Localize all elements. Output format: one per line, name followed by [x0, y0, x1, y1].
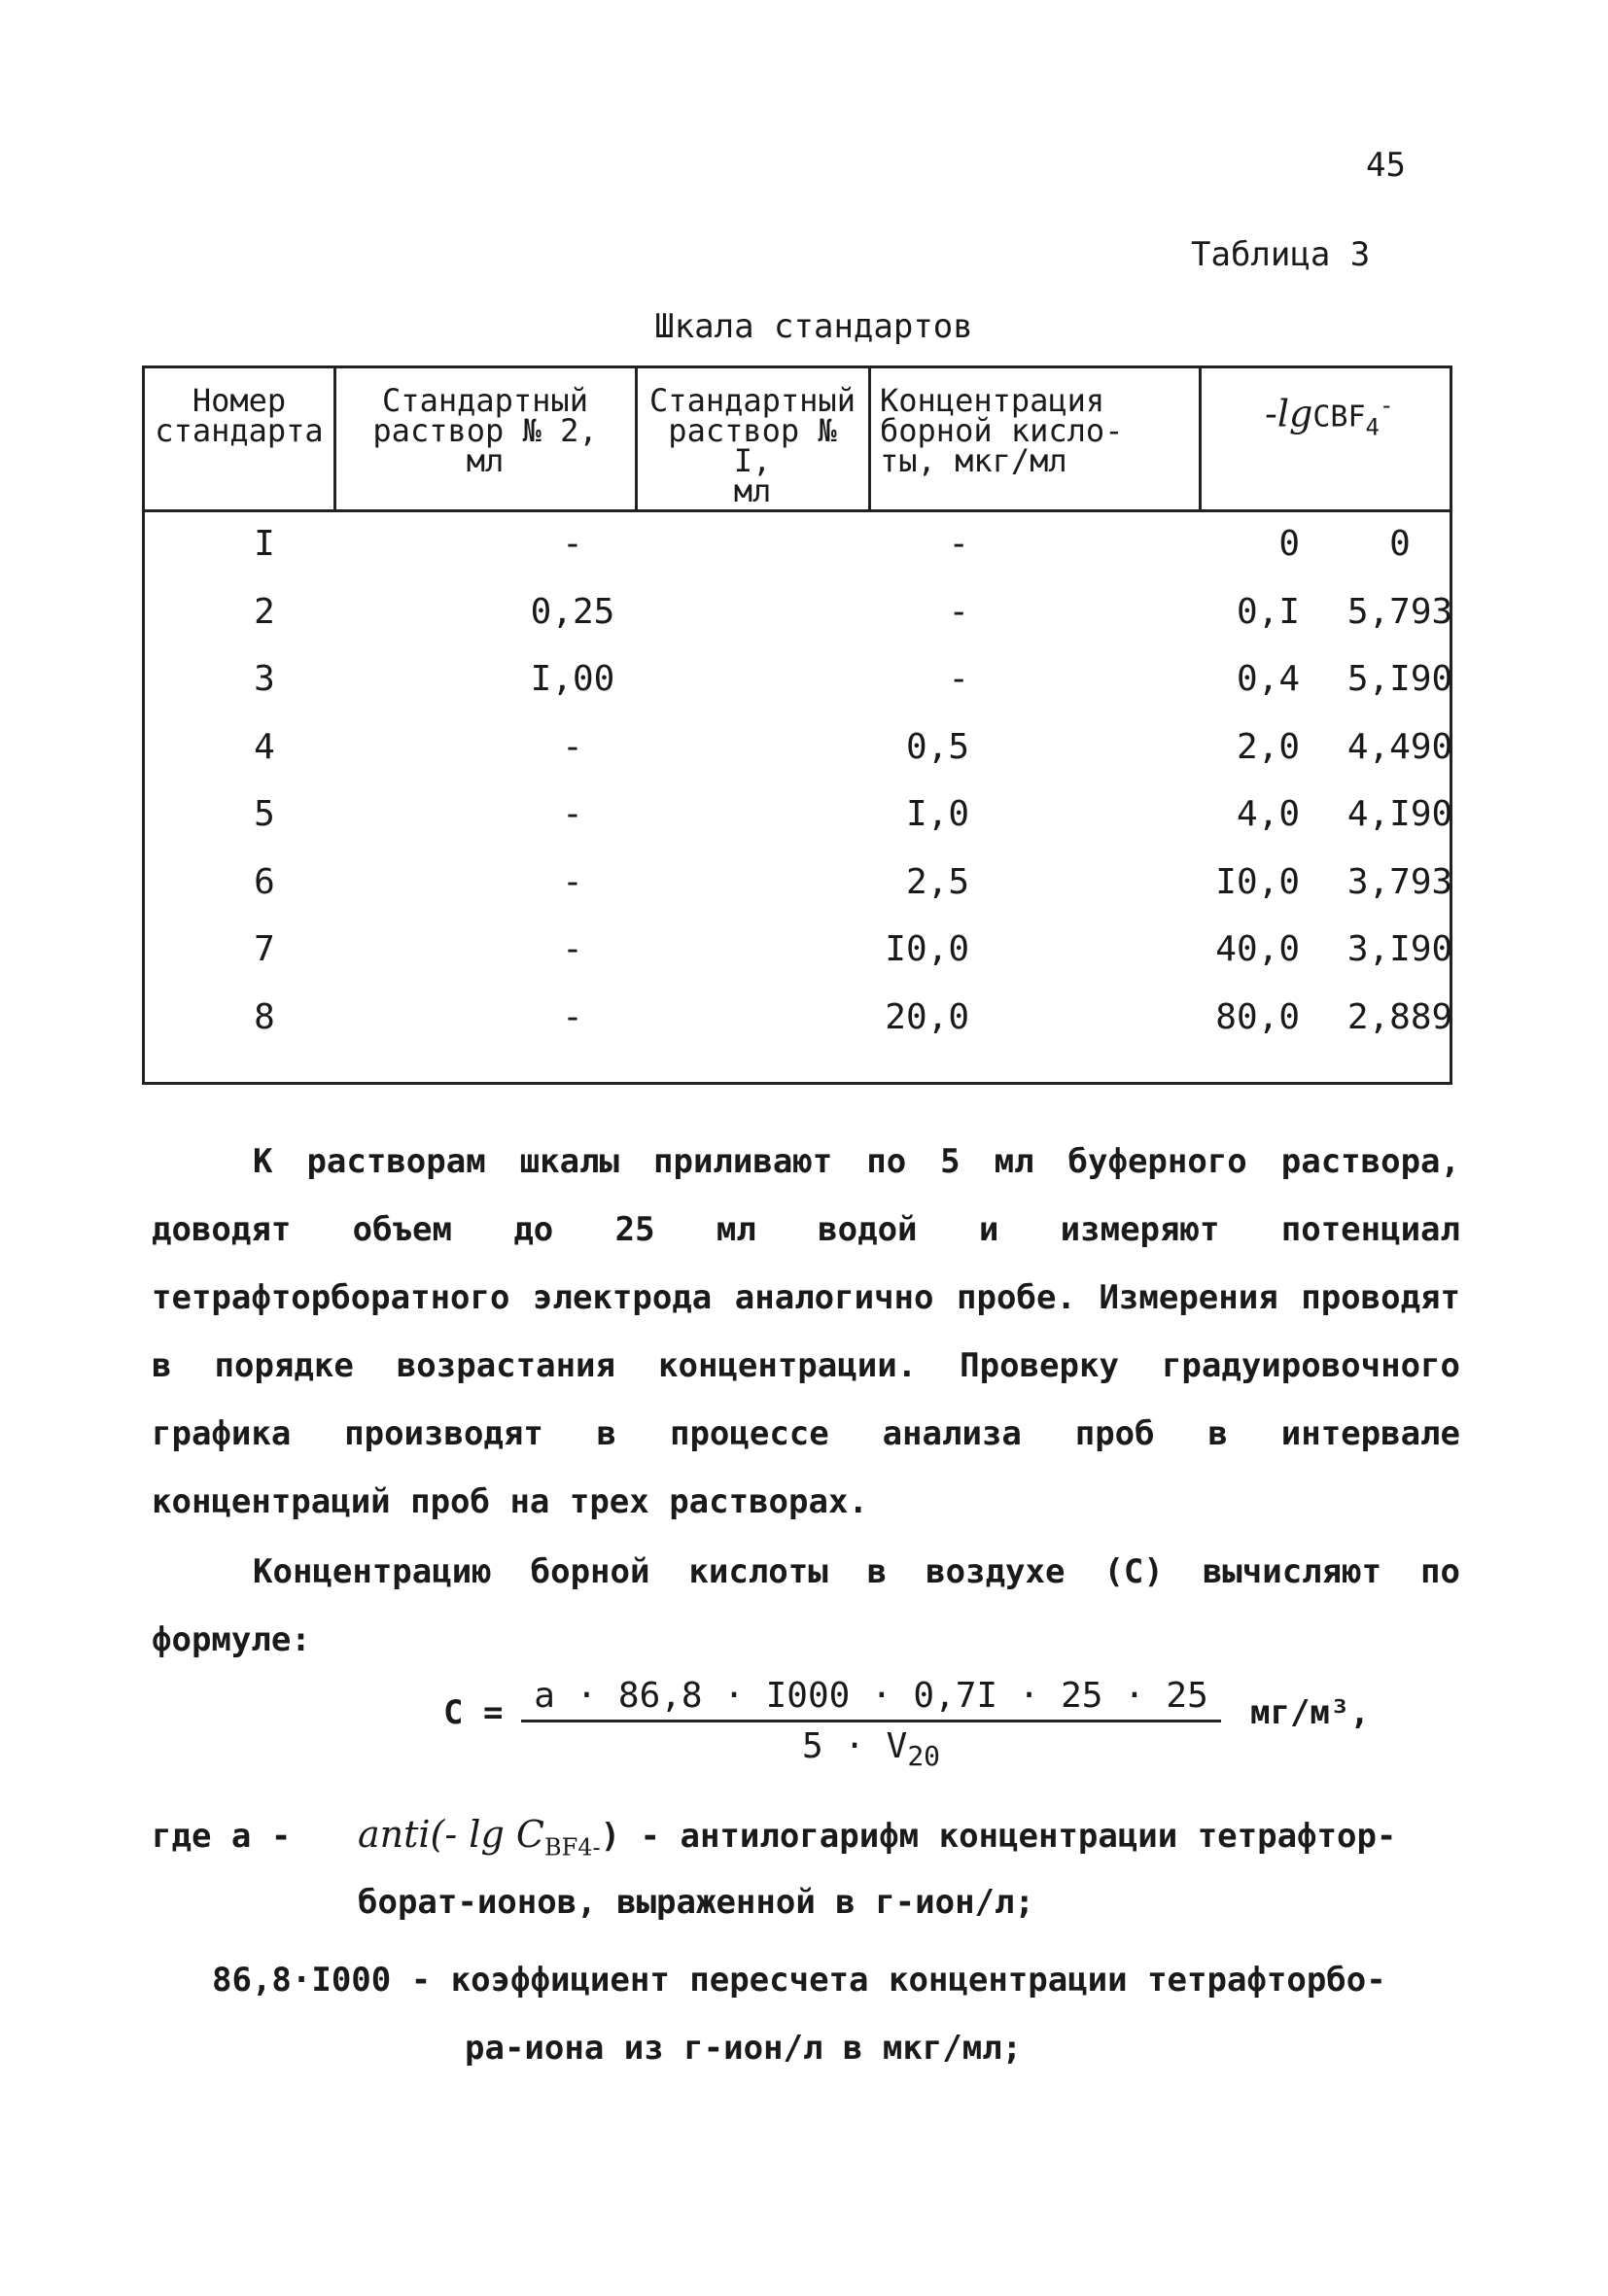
table-title: Шкала стандартов [654, 307, 973, 346]
cell-concentration: 2,0 [1236, 726, 1300, 767]
table-row [145, 794, 1453, 862]
cell-concentration: 40,0 [1215, 929, 1300, 969]
table-row [145, 524, 1450, 592]
cell-concentration: 0 [1278, 524, 1300, 564]
cell-standard-number: I [254, 524, 275, 564]
cell-solution-1: - [948, 659, 969, 699]
formula-fraction [521, 1676, 1221, 1772]
column-divider [333, 368, 336, 510]
cell-concentration: 80,0 [1215, 996, 1300, 1037]
cell-solution-2: - [562, 726, 583, 767]
column-divider [868, 368, 871, 510]
header-standard-number: Номер стандарта [155, 382, 324, 449]
cell-solution-2: 0,25 [530, 591, 615, 632]
cell-neg-log: 5,793 [1346, 591, 1453, 632]
cell-concentration: 0,I [1236, 591, 1300, 632]
cell-neg-log: 4,490 [1346, 726, 1453, 767]
cell-solution-1: I,0 [905, 794, 969, 834]
cell-concentration: I0,0 [1215, 861, 1300, 902]
table-label: Таблица 3 [1191, 235, 1371, 274]
cell-solution-1: - [948, 591, 969, 632]
header-neg-log-concentration: -lgCBF$_4$- [1265, 392, 1394, 441]
formula-unit: мг/м³, [1250, 1693, 1370, 1732]
column-divider [635, 368, 638, 510]
cell-standard-number: 7 [254, 929, 275, 969]
table-row [145, 996, 1453, 1065]
table-row [145, 591, 1453, 660]
page-number: 45 [1366, 146, 1406, 185]
cell-standard-number: 6 [254, 861, 275, 902]
cell-solution-2: - [562, 929, 583, 969]
definition-a-text: ) - антилогарифм концентрации тетрафтор- [600, 1817, 1397, 1856]
formula-numerator: а · 86,8 · I000 · 0,7I · 25 · 25 [521, 1676, 1221, 1722]
paragraph-procedure: К растворам шкалы приливают по 5 мл буферного раствора, доводят объем до 25 мл водой и измеряют потенциал тетрафторборатного электрода аналогично пробе. Измерения проводят в порядке возрастания концентрации. Проверку градуировочного графика производят в процессе анализа проб в интервале концентраций проб на трех растворах. [152, 1142, 1460, 1521]
definition-a-antilog: anti(- $\lg C_{BF4-}$ [358, 1813, 601, 1861]
header-concentration: Концентрация борной кисло- ты, мкг/мл [880, 382, 1124, 479]
cell-solution-2: - [562, 524, 583, 564]
table-row [145, 659, 1453, 727]
cell-solution-2: - [562, 996, 583, 1037]
cell-neg-log: 0 [1389, 524, 1411, 564]
table-row [145, 929, 1453, 997]
cell-standard-number: 3 [254, 659, 275, 699]
header-solution-1: Стандартный раствор № I, мл [649, 382, 856, 509]
cell-standard-number: 2 [254, 591, 275, 632]
cell-neg-log: 4,I90 [1346, 794, 1453, 834]
cell-solution-2: I,00 [530, 659, 615, 699]
table-header [145, 368, 1450, 512]
cell-solution-1: I0,0 [885, 929, 969, 969]
cell-solution-1: 0,5 [905, 726, 969, 767]
cell-solution-1: - [948, 524, 969, 564]
cell-concentration: 4,0 [1236, 794, 1300, 834]
table-row [145, 861, 1453, 930]
cell-solution-1: 20,0 [885, 996, 969, 1037]
formula-lhs: С = [443, 1693, 504, 1732]
cell-neg-log: 3,I90 [1346, 929, 1453, 969]
cell-neg-log: 5,I90 [1346, 659, 1453, 699]
cell-neg-log: 3,793 [1346, 861, 1453, 902]
cell-neg-log: 2,889 [1346, 996, 1453, 1037]
standards-table [142, 365, 1452, 1085]
formula-denominator: $5 \cdot V_{20}$ [801, 1726, 941, 1773]
cell-solution-2: - [562, 861, 583, 902]
definition-a-continued: борат-ионов, выраженной в г-ион/л; [358, 1883, 1034, 1922]
cell-standard-number: 4 [254, 726, 275, 767]
paragraph-formula-intro: Концентрацию борной кислоты в воздухе (С) вычисляют по формуле: [152, 1552, 1460, 1659]
header-solution-2: Стандартный раствор № 2, мл [372, 382, 598, 479]
cell-standard-number: 8 [254, 996, 275, 1037]
table-row [145, 726, 1453, 795]
definition-a-lead: где а - [152, 1817, 292, 1856]
cell-concentration: 0,4 [1236, 659, 1300, 699]
definition-coefficient-continued: ра-иона из г-ион/л в мкг/мл; [465, 2029, 1023, 2068]
cell-solution-1: 2,5 [905, 861, 969, 902]
concentration-formula [443, 1676, 1416, 1802]
cell-solution-2: - [562, 794, 583, 834]
cell-standard-number: 5 [254, 794, 275, 834]
table-body [145, 512, 1453, 1064]
definition-coefficient: 86,8·I000 - коэффициент пересчета концентрации тетрафторбо- [212, 1961, 1386, 2000]
